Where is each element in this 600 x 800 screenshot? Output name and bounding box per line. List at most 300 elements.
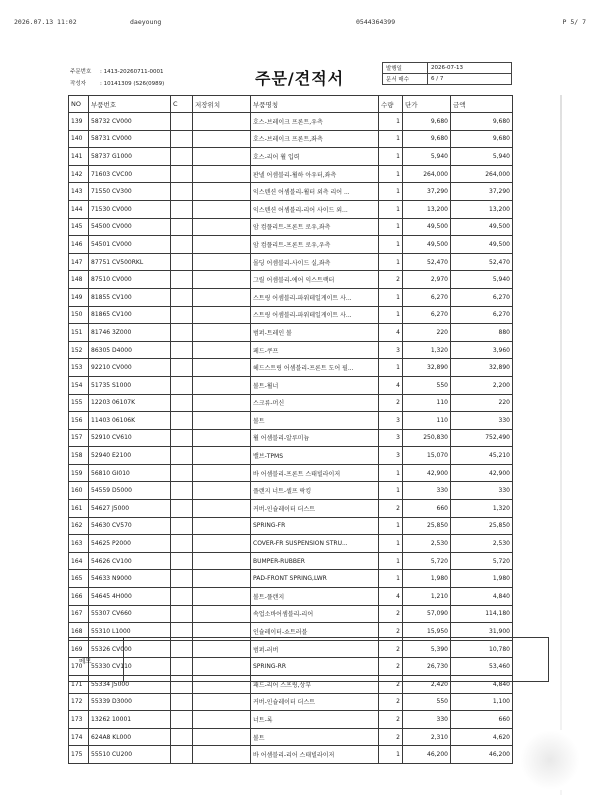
cell-part-name: 스크류-머신 — [251, 394, 379, 412]
table-row — [69, 306, 513, 324]
cell-amount: 4,620 — [451, 728, 513, 746]
fax-timestamp: 2026.07.13 11:02 — [14, 18, 77, 26]
cell-amount: 5,940 — [451, 148, 513, 166]
cell-amount: 4,840 — [451, 588, 513, 606]
document-title: 주문/견적서 — [255, 69, 345, 88]
cell-no: 165 — [69, 570, 89, 588]
cell-no: 150 — [69, 306, 89, 324]
cell-qty: 1 — [379, 570, 403, 588]
cell-unit-price: 110 — [403, 412, 451, 430]
cell-part-number: 54645 4H000 — [89, 588, 171, 606]
table-row — [69, 482, 513, 500]
cell-storage — [193, 130, 251, 148]
cell-qty: 1 — [379, 200, 403, 218]
cell-part-name: PAD-FRONT SPRING,LWR — [251, 570, 379, 588]
table-row — [69, 183, 513, 201]
fax-page: P 5/ 7 — [562, 18, 586, 26]
cell-amount: 10,780 — [451, 640, 513, 658]
cell-unit-price: 26,730 — [403, 658, 451, 676]
cell-amount: 1,980 — [451, 570, 513, 588]
cell-no: 155 — [69, 394, 89, 412]
page-count-label: 문서 매수 — [383, 74, 428, 85]
cell-part-name: 너트-록 — [251, 711, 379, 729]
cell-storage — [193, 746, 251, 764]
table-row — [69, 376, 513, 394]
cell-part-name: BUMPER-RUBBER — [251, 552, 379, 570]
cell-part-name: 밸브-TPMS — [251, 447, 379, 465]
cell-qty: 2 — [379, 693, 403, 711]
header-col-part-name: 부품명칭 — [251, 96, 379, 113]
cell-qty: 1 — [379, 288, 403, 306]
cell-no: 143 — [69, 183, 89, 201]
cell-qty: 4 — [379, 376, 403, 394]
cell-qty: 1 — [379, 306, 403, 324]
cell-part-name: 판넬 어셈블리-휠하 아우터,좌측 — [251, 165, 379, 183]
cell-part-number: 55330 CV110 — [89, 658, 171, 676]
cell-qty: 1 — [379, 218, 403, 236]
cell-c — [171, 148, 193, 166]
cell-unit-price: 264,000 — [403, 165, 451, 183]
cell-no: 144 — [69, 200, 89, 218]
cell-storage — [193, 394, 251, 412]
cell-unit-price: 1,210 — [403, 588, 451, 606]
issue-date-label: 발행일 — [383, 63, 428, 74]
cell-qty: 2 — [379, 728, 403, 746]
cell-amount: 264,000 — [451, 165, 513, 183]
cell-qty: 2 — [379, 605, 403, 623]
cell-qty: 1 — [379, 253, 403, 271]
cell-no: 172 — [69, 693, 89, 711]
cell-part-number: 12203 06107K — [89, 394, 171, 412]
cell-unit-price: 2,420 — [403, 676, 451, 694]
cell-part-name: 범퍼-트레인 볼 — [251, 324, 379, 342]
cell-no: 173 — [69, 711, 89, 729]
cell-c — [171, 746, 193, 764]
cell-c — [171, 429, 193, 447]
cell-c — [171, 306, 193, 324]
cell-unit-price: 46,200 — [403, 746, 451, 764]
cell-no: 156 — [69, 412, 89, 430]
cell-unit-price: 550 — [403, 693, 451, 711]
cell-c — [171, 253, 193, 271]
cell-amount: 31,900 — [451, 623, 513, 641]
cell-part-number: 54627 J5000 — [89, 500, 171, 518]
cell-qty: 2 — [379, 676, 403, 694]
cell-c — [171, 183, 193, 201]
cell-storage — [193, 412, 251, 430]
cell-part-name: SPRING-FR — [251, 517, 379, 535]
cell-amount: 6,270 — [451, 306, 513, 324]
cell-part-number: 71530 CV000 — [89, 200, 171, 218]
cell-unit-price: 6,270 — [403, 288, 451, 306]
cell-qty: 1 — [379, 113, 403, 131]
cell-no: 157 — [69, 429, 89, 447]
writer-label: 작성자 — [70, 81, 86, 87]
cell-unit-price: 37,290 — [403, 183, 451, 201]
cell-unit-price: 1,320 — [403, 341, 451, 359]
cell-storage — [193, 500, 251, 518]
cell-storage — [193, 570, 251, 588]
cell-storage — [193, 200, 251, 218]
cell-part-number: 55510 CU200 — [89, 746, 171, 764]
cell-storage — [193, 588, 251, 606]
cell-amount: 114,180 — [451, 605, 513, 623]
cell-amount: 4,840 — [451, 676, 513, 694]
cell-c — [171, 535, 193, 553]
cell-storage — [193, 288, 251, 306]
cell-no: 163 — [69, 535, 89, 553]
cell-amount: 49,500 — [451, 236, 513, 254]
cell-part-number: 55339 D3000 — [89, 693, 171, 711]
writer-value: : 10141309 (S26(0989) — [100, 81, 165, 87]
table-row — [69, 324, 513, 342]
cell-no: 162 — [69, 517, 89, 535]
table-row — [69, 429, 513, 447]
cell-amount: 1,320 — [451, 500, 513, 518]
cell-no: 169 — [69, 640, 89, 658]
table-row — [69, 517, 513, 535]
cell-no: 154 — [69, 376, 89, 394]
table-row — [69, 165, 513, 183]
cell-part-name: 커버-인슐레이터 더스트 — [251, 693, 379, 711]
cell-part-number: 55307 CV660 — [89, 605, 171, 623]
table-row — [69, 394, 513, 412]
cell-part-name: 스트링 어셈블리-파워테일게이트 사... — [251, 306, 379, 324]
issue-info-box — [382, 62, 512, 85]
cell-no: 149 — [69, 288, 89, 306]
cell-amount: 1,100 — [451, 693, 513, 711]
cell-part-name: 암 컴플리트-프론트 로우,좌측 — [251, 218, 379, 236]
table-row — [69, 236, 513, 254]
cell-part-number: 54501 CV000 — [89, 236, 171, 254]
cell-part-number: 54625 P2000 — [89, 535, 171, 553]
cell-qty: 3 — [379, 412, 403, 430]
table-row — [69, 552, 513, 570]
table-row — [69, 447, 513, 465]
page-count-value: 6 / 7 — [428, 74, 512, 85]
fax-sender: daeyoung — [130, 18, 162, 26]
cell-qty: 1 — [379, 552, 403, 570]
cell-storage — [193, 236, 251, 254]
cell-part-number: 11403 06106K — [89, 412, 171, 430]
cell-amount: 49,500 — [451, 218, 513, 236]
cell-unit-price: 5,940 — [403, 148, 451, 166]
cell-amount: 52,470 — [451, 253, 513, 271]
cell-unit-price: 5,390 — [403, 640, 451, 658]
cell-unit-price: 15,070 — [403, 447, 451, 465]
cell-storage — [193, 183, 251, 201]
cell-storage — [193, 148, 251, 166]
cell-amount: 13,200 — [451, 200, 513, 218]
cell-no: 158 — [69, 447, 89, 465]
issue-date-value: 2026-07-13 — [428, 63, 512, 74]
cell-amount: 9,680 — [451, 130, 513, 148]
cell-amount: 2,200 — [451, 376, 513, 394]
cell-storage — [193, 447, 251, 465]
cell-qty: 1 — [379, 183, 403, 201]
table-row — [69, 130, 513, 148]
cell-c — [171, 605, 193, 623]
cell-part-number: 71603 CVC00 — [89, 165, 171, 183]
cell-no: 151 — [69, 324, 89, 342]
table-row — [69, 535, 513, 553]
cell-qty: 1 — [379, 148, 403, 166]
cell-c — [171, 412, 193, 430]
cell-amount: 46,200 — [451, 746, 513, 764]
cell-no: 161 — [69, 500, 89, 518]
cell-unit-price: 1,980 — [403, 570, 451, 588]
cell-unit-price: 57,090 — [403, 605, 451, 623]
cell-part-number: 55334 J5000 — [89, 676, 171, 694]
cell-unit-price: 220 — [403, 324, 451, 342]
cell-part-number: 54500 CV000 — [89, 218, 171, 236]
cell-no: 167 — [69, 605, 89, 623]
cell-part-number: 81855 CV100 — [89, 288, 171, 306]
cell-c — [171, 130, 193, 148]
cell-part-number: 92210 CV000 — [89, 359, 171, 377]
cell-qty: 2 — [379, 271, 403, 289]
cell-unit-price: 250,830 — [403, 429, 451, 447]
cell-storage — [193, 429, 251, 447]
writer-row — [70, 78, 260, 90]
cell-amount: 5,940 — [451, 271, 513, 289]
cell-qty: 1 — [379, 746, 403, 764]
cell-unit-price: 5,720 — [403, 552, 451, 570]
cell-c — [171, 236, 193, 254]
table-row — [69, 746, 513, 764]
cell-unit-price: 9,680 — [403, 130, 451, 148]
cell-amount: 9,680 — [451, 113, 513, 131]
cell-storage — [193, 253, 251, 271]
cell-part-name: SPRING-RR — [251, 658, 379, 676]
cell-amount: 25,850 — [451, 517, 513, 535]
cell-amount: 42,900 — [451, 464, 513, 482]
cell-part-name: 범퍼-러버 — [251, 640, 379, 658]
table-row — [69, 218, 513, 236]
cell-no: 140 — [69, 130, 89, 148]
table-row — [69, 605, 513, 623]
cell-amount: 330 — [451, 412, 513, 430]
cell-no: 168 — [69, 623, 89, 641]
cell-unit-price: 2,970 — [403, 271, 451, 289]
cell-part-number: 71550 CV300 — [89, 183, 171, 201]
cell-amount: 3,960 — [451, 341, 513, 359]
cell-storage — [193, 376, 251, 394]
cell-unit-price: 330 — [403, 711, 451, 729]
cell-part-name: 볼트 — [251, 728, 379, 746]
header-col-qty: 수량 — [379, 96, 403, 113]
cell-qty: 1 — [379, 130, 403, 148]
cell-qty: 1 — [379, 359, 403, 377]
cell-amount: 32,890 — [451, 359, 513, 377]
cell-qty: 1 — [379, 236, 403, 254]
cell-no: 146 — [69, 236, 89, 254]
cell-part-name: 속업소바어셈블리-리어 — [251, 605, 379, 623]
cell-part-name: 바 어셈블리-리어 스태빌라이저 — [251, 746, 379, 764]
cell-no: 160 — [69, 482, 89, 500]
cell-amount: 53,460 — [451, 658, 513, 676]
cell-part-number: 54559 D5000 — [89, 482, 171, 500]
table-header-row — [69, 96, 513, 113]
cell-qty: 4 — [379, 324, 403, 342]
cell-unit-price: 49,500 — [403, 236, 451, 254]
cell-c — [171, 552, 193, 570]
memo-content[interactable] — [124, 638, 548, 681]
cell-storage — [193, 359, 251, 377]
table-row — [69, 253, 513, 271]
cell-part-name: 그릴 어셈블리-에어 익스트랙터 — [251, 271, 379, 289]
cell-no: 142 — [69, 165, 89, 183]
cell-part-number: 86305 D4000 — [89, 341, 171, 359]
cell-amount: 45,210 — [451, 447, 513, 465]
cell-part-number: 55310 L1000 — [89, 623, 171, 641]
cell-c — [171, 288, 193, 306]
cell-part-name: 볼트-플랜지 — [251, 588, 379, 606]
cell-unit-price: 15,950 — [403, 623, 451, 641]
cell-unit-price: 49,500 — [403, 218, 451, 236]
cell-storage — [193, 271, 251, 289]
cell-qty: 1 — [379, 165, 403, 183]
header-col-part-number: 부품번호 — [89, 96, 171, 113]
cell-no: 159 — [69, 464, 89, 482]
cell-part-name: 스트링 어셈블리-파워테일게이트 사... — [251, 288, 379, 306]
order-number-value: : 1413-20260711-0001 — [100, 69, 164, 75]
table-row — [69, 711, 513, 729]
cell-no: 175 — [69, 746, 89, 764]
cell-part-name: 호스-리어 휠 입력 — [251, 148, 379, 166]
cell-c — [171, 394, 193, 412]
cell-c — [171, 359, 193, 377]
cell-c — [171, 570, 193, 588]
cell-qty: 2 — [379, 623, 403, 641]
cell-part-number: 87751 CV500RKL — [89, 253, 171, 271]
cell-qty: 1 — [379, 482, 403, 500]
cell-no: 171 — [69, 676, 89, 694]
cell-qty: 3 — [379, 429, 403, 447]
cell-qty: 2 — [379, 394, 403, 412]
cell-part-name: 볼트-휠너 — [251, 376, 379, 394]
cell-storage — [193, 306, 251, 324]
cell-part-name: 헤드스트링 어셈블리-프론트 도어 필... — [251, 359, 379, 377]
cell-amount: 2,530 — [451, 535, 513, 553]
cell-qty: 2 — [379, 658, 403, 676]
table-row — [69, 148, 513, 166]
memo-label: 메모 — [69, 638, 124, 681]
cell-part-name: 익스텐션 어셈블리-리어 사이드 외... — [251, 200, 379, 218]
cell-unit-price: 42,900 — [403, 464, 451, 482]
cell-part-name: COVER-FR SUSPENSION STRU... — [251, 535, 379, 553]
cell-storage — [193, 218, 251, 236]
cell-storage — [193, 165, 251, 183]
cell-part-number: 56810 GI010 — [89, 464, 171, 482]
cell-part-number: 54626 CV100 — [89, 552, 171, 570]
scan-fold-line — [560, 95, 562, 795]
cell-no: 153 — [69, 359, 89, 377]
cell-part-name: 휠 어셈블리-알루미늄 — [251, 429, 379, 447]
table-row — [69, 693, 513, 711]
cell-part-number: 52910 CV610 — [89, 429, 171, 447]
cell-amount: 330 — [451, 482, 513, 500]
cell-part-number: 58731 CV000 — [89, 130, 171, 148]
fax-number: 0544364399 — [356, 18, 396, 26]
memo-box — [68, 637, 549, 682]
order-number-row — [70, 66, 260, 78]
cell-amount: 660 — [451, 711, 513, 729]
cell-part-number: 624A8 KL000 — [89, 728, 171, 746]
table-row — [69, 464, 513, 482]
scan-smudge — [520, 730, 580, 790]
cell-part-name: 바 어셈블리-프론트 스태빌라이저 — [251, 464, 379, 482]
cell-no: 148 — [69, 271, 89, 289]
cell-storage — [193, 113, 251, 131]
header-col-no: NO — [69, 96, 89, 113]
cell-part-name: 페드-쿠프 — [251, 341, 379, 359]
cell-part-name: 커버-인슐레이터 더스트 — [251, 500, 379, 518]
cell-c — [171, 341, 193, 359]
cell-unit-price: 330 — [403, 482, 451, 500]
cell-part-name: 인슐레이터-쇼트러블 — [251, 623, 379, 641]
cell-part-name: 패드-리어 스프링,상부 — [251, 676, 379, 694]
header-col-amount: 금액 — [451, 96, 513, 113]
cell-amount: 752,490 — [451, 429, 513, 447]
table-row — [69, 271, 513, 289]
cell-no: 147 — [69, 253, 89, 271]
cell-storage — [193, 728, 251, 746]
table-row — [69, 359, 513, 377]
table-row — [69, 500, 513, 518]
cell-c — [171, 711, 193, 729]
cell-qty: 1 — [379, 464, 403, 482]
cell-qty: 2 — [379, 500, 403, 518]
cell-unit-price: 2,310 — [403, 728, 451, 746]
cell-qty: 1 — [379, 517, 403, 535]
cell-part-number: 13262 10001 — [89, 711, 171, 729]
cell-amount: 220 — [451, 394, 513, 412]
cell-part-number: 54630 CV570 — [89, 517, 171, 535]
cell-unit-price: 110 — [403, 394, 451, 412]
cell-storage — [193, 341, 251, 359]
order-meta — [70, 66, 260, 90]
cell-part-number: 55326 CV000 — [89, 640, 171, 658]
table-row — [69, 728, 513, 746]
cell-no: 152 — [69, 341, 89, 359]
cell-storage — [193, 324, 251, 342]
cell-no: 139 — [69, 113, 89, 131]
cell-amount: 5,720 — [451, 552, 513, 570]
order-number-label: 주문번호 — [70, 69, 92, 75]
cell-qty: 1 — [379, 535, 403, 553]
cell-part-number: 87510 CV000 — [89, 271, 171, 289]
cell-unit-price: 9,680 — [403, 113, 451, 131]
cell-unit-price: 52,470 — [403, 253, 451, 271]
cell-part-number: 58732 CV000 — [89, 113, 171, 131]
cell-part-number: 52940 E2100 — [89, 447, 171, 465]
cell-part-number: 58737 G1000 — [89, 148, 171, 166]
cell-part-number: 81746 3Z000 — [89, 324, 171, 342]
header-col-c: C — [171, 96, 193, 113]
cell-storage — [193, 517, 251, 535]
header-col-unit-price: 단가 — [403, 96, 451, 113]
cell-qty: 2 — [379, 711, 403, 729]
cell-storage — [193, 464, 251, 482]
cell-unit-price: 32,890 — [403, 359, 451, 377]
cell-no: 145 — [69, 218, 89, 236]
cell-part-name: 볼트 — [251, 412, 379, 430]
cell-unit-price: 13,200 — [403, 200, 451, 218]
cell-qty: 3 — [379, 341, 403, 359]
cell-part-name: 호스-브레이크 프론트,우측 — [251, 113, 379, 131]
cell-c — [171, 693, 193, 711]
